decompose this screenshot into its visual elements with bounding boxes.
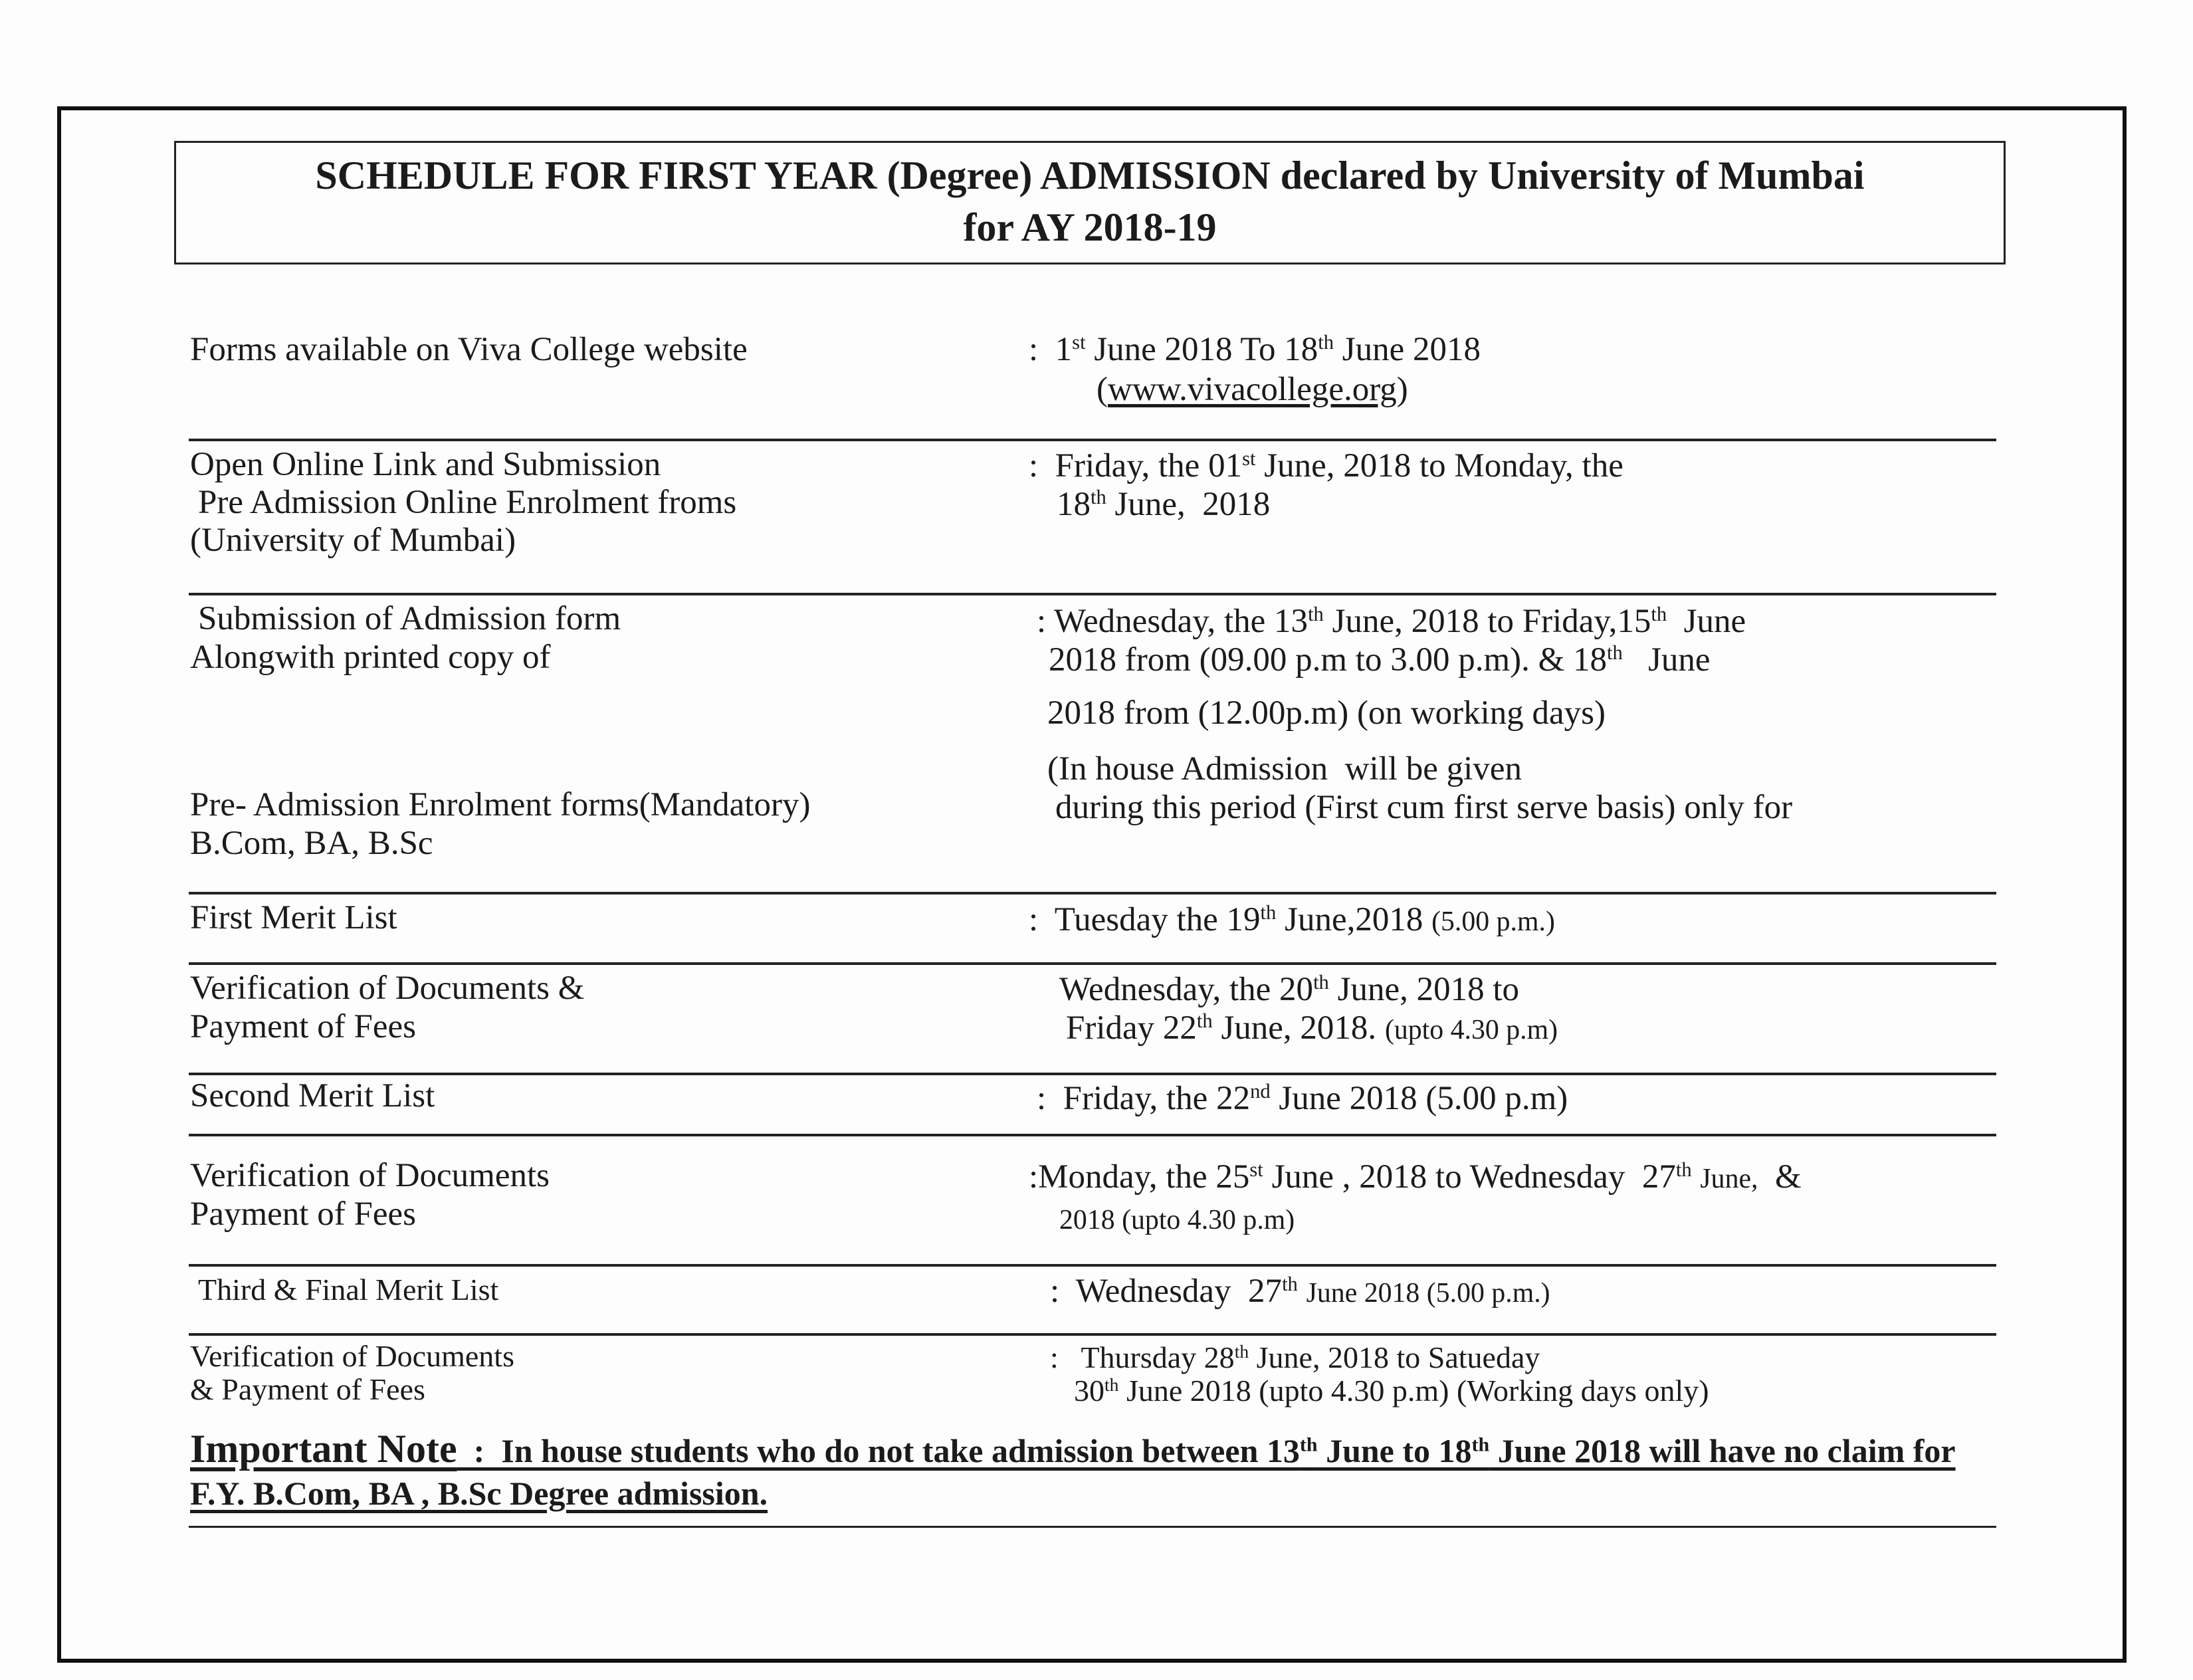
row-label-online-link-1: Open Online Link and Submission (190, 446, 661, 483)
row-value-online-link-1: : Friday, the 01st June, 2018 to Monday, the (1029, 447, 1623, 484)
row-label-online-link-2: Pre Admission Online Enrolment froms (198, 484, 737, 521)
schedule-title-box (174, 141, 2006, 264)
row-label-verification-1a: Verification of Documents & (190, 970, 585, 1007)
row-value-verification-1a: Wednesday, the 20th June, 2018 to (1059, 971, 1520, 1008)
row-label-verification-2b: Payment of Fees (190, 1196, 416, 1233)
row-value-verification-2b: 2018 (upto 4.30 p.m) (1059, 1205, 1295, 1235)
row-label-submission-2: Alongwith printed copy of (190, 639, 551, 676)
row-label-verification-3b: & Payment of Fees (190, 1372, 425, 1406)
row-value-verification-3b: 30th June 2018 (upto 4.30 p.m) (Working days only) (1074, 1374, 1709, 1408)
row-divider (189, 1264, 1996, 1267)
row-value-submission-3: 2018 from (12.00p.m) (on working days) (1047, 694, 1606, 732)
row-divider (189, 962, 1996, 965)
row-divider (189, 439, 1996, 441)
important-note (190, 1427, 1984, 1515)
row-value-verification-2a: :Monday, the 25st June , 2018 to Wednesday 27th June, & (1029, 1158, 1802, 1196)
row-label-verification-2a: Verification of Documents (190, 1157, 550, 1194)
row-label-online-link-3: (University of Mumbai) (190, 522, 516, 559)
row-label-verification-3a: Verification of Documents (190, 1339, 514, 1373)
row-label-final-merit: Third & Final Merit List (198, 1273, 499, 1307)
row-label-submission-3: Pre- Admission Enrolment forms(Mandatory) (190, 786, 811, 823)
row-value-verification-1b: Friday 22th June, 2018. (upto 4.30 p.m) (1066, 1009, 1558, 1047)
row-divider (189, 593, 1996, 595)
row-value-submission-5: during this period (First cum first serve basis) only for (1055, 789, 1793, 826)
row-label-submission-1: Submission of Admission form (198, 600, 621, 637)
website-link-text: (www.vivacollege.org) (1096, 371, 1408, 408)
row-label-first-merit: First Merit List (190, 899, 397, 936)
important-note-lead: Important Note (190, 1427, 457, 1471)
row-divider (189, 892, 1996, 894)
title-line-1: SCHEDULE FOR FIRST YEAR (Degree) ADMISSION declared by University of Mumbai (315, 154, 1865, 197)
note-divider (189, 1526, 1996, 1528)
row-label-verification-1b: Payment of Fees (190, 1008, 416, 1045)
important-note-text: : In house students who do not take admission between 13th June to 18th June 2018 will have no claim for F.Y. B.Com, BA , B.Sc Degree admission. (190, 1432, 1956, 1512)
row-label-second-merit: Second Merit List (190, 1077, 435, 1114)
row-value-forms: : 1st June 2018 To 18th June 2018 (1029, 331, 1481, 368)
row-divider (189, 1333, 1996, 1336)
row-value-second-merit: : Friday, the 22nd June 2018 (5.00 p.m) (1037, 1080, 1568, 1117)
row-label-submission-4: B.Com, BA, B.Sc (190, 825, 433, 862)
row-value-submission-2: 2018 from (09.00 p.m to 3.00 p.m). & 18th June (1049, 641, 1711, 679)
row-value-first-merit: : Tuesday the 19th June,2018 (5.00 p.m.) (1029, 901, 1555, 938)
row-value-verification-3a: : Thursday 28th June, 2018 to Satueday (1050, 1340, 1540, 1374)
row-value-submission-4: (In house Admission will be given (1047, 750, 1522, 788)
row-value-online-link-2: 18th June, 2018 (1057, 486, 1271, 523)
row-label-forms: Forms available on Viva College website (190, 331, 748, 368)
title-line-2: for AY 2018-19 (963, 205, 1217, 249)
row-divider (189, 1073, 1996, 1075)
row-value-submission-1: : Wednesday, the 13th June, 2018 to Friday,15th June (1037, 603, 1746, 640)
row-divider (189, 1134, 1996, 1136)
row-value-final-merit: : Wednesday 27th June 2018 (5.00 p.m.) (1050, 1273, 1550, 1310)
